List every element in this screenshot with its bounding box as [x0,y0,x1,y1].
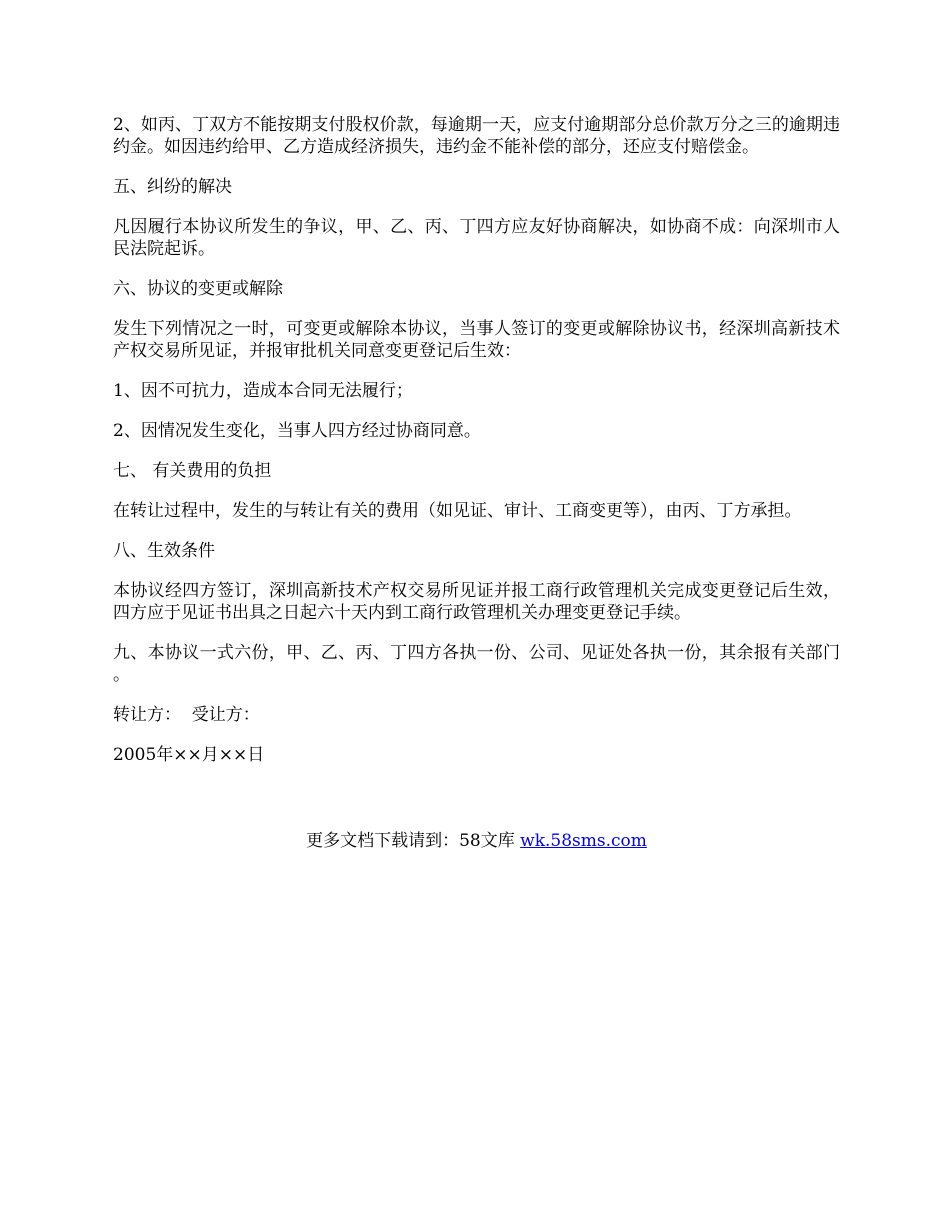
paragraph-expenses: 在转让过程中，发生的与转让有关的费用（如见证、审计、工商变更等），由丙、丁方承担。 [113,501,802,521]
paragraph-force-majeure: 1、因不可抗力，造成本合同无法履行； [113,381,413,401]
signature-parties: 转让方： 受让方： [113,705,260,725]
paragraph-dispute-resolution: 凡因履行本协议所发生的争议，甲、乙、丙、丁四方应友好协商解决，如协商不成：向深圳市人民法院起诉。 [113,217,840,259]
heading-dispute-resolution: 五、纠纷的解决 [113,177,232,197]
footer-text: 更多文档下载请到：58文库 [306,831,521,851]
paragraph-breach-penalty: 2、如丙、丁双方不能按期支付股权价款，每逾期一天，应支付逾期部分总价款万分之三的逾期违约金。如因违约给甲、乙方造成经济损失，违约金不能补偿的部分，还应支付赔偿金。 [113,115,840,157]
download-footer [113,830,840,852]
paragraph-amendment-conditions: 发生下列情况之一时，可变更或解除本协议，当事人签订的变更或解除协议书，经深圳高新技术产权交易所见证，并报审批机关同意变更登记后生效： [113,319,840,361]
paragraph-changed-circumstances: 2、因情况发生变化，当事人四方经过协商同意。 [113,421,481,441]
document-body [113,114,840,784]
paragraph-copies: 九、本协议一式六份，甲、乙、丙、丁四方各执一份、公司、见证处各执一份，其余报有关部门 。 [113,643,840,685]
paragraph-effective-conditions: 本协议经四方签订，深圳高新技术产权交易所见证并报工商行政管理机关完成变更登记后生效，四方应于见证书出具之日起六十天内到工商行政管理机关办理变更登记手续。 [113,581,840,623]
heading-expenses: 七、 有关费用的负担 [113,461,272,481]
signature-date: 2005年××月××日 [113,745,265,765]
heading-effective-conditions: 八、生效条件 [113,541,215,561]
footer-link[interactable]: wk.58sms.com [520,831,647,851]
heading-amendment-termination: 六、协议的变更或解除 [113,279,283,299]
